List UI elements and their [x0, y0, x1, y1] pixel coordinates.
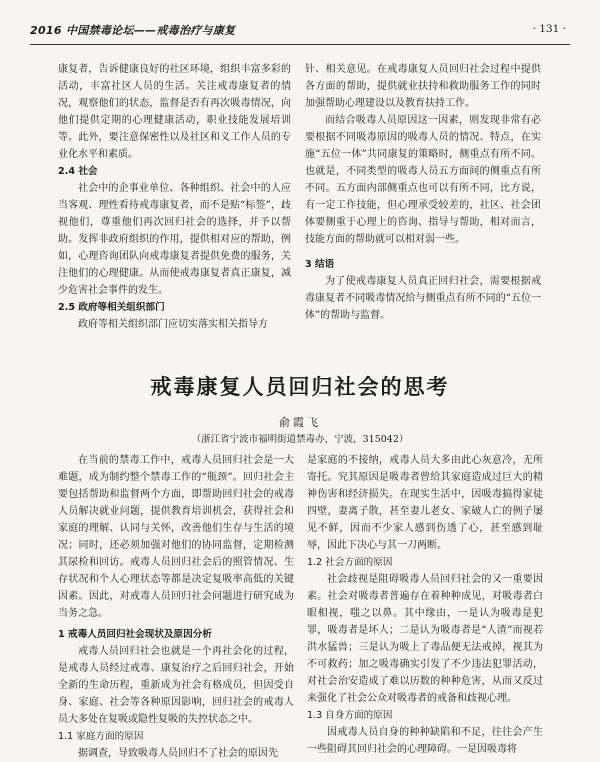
paragraph: 为了使戒毒康复人员真正回归社会，需要根据戒毒康复者不同吸毒情况给与侧重点有所不同的“五位一体”的帮助与监督。	[305, 276, 541, 321]
paragraph: 社会中的企事业单位、各种组织、社会中的人应当客观、理性看待戒毒康复者，而不是贴“标签”，歧视他们，尊重他们再次回归社会的选择，并予以帮助。发挥非政府组织的作用，提供相对应的帮助，例如，心理咨询团队向戒毒康复者提供免费的服务，关注他们的心理健康。从而使戒毒康复者真正康复，减少危害社会事件的发生。	[58, 183, 291, 296]
top-right-column	[305, 61, 541, 338]
paragraph: 因戒毒人员自身的种种缺陷和不足，往往会产生一些阻碍其回归社会的心理障碍。一是因吸毒将	[307, 727, 543, 755]
body-right-column	[307, 452, 543, 755]
section-heading: 3 结语	[305, 259, 335, 270]
paragraph: 是家庭的不接纳，戒毒人员大多由此心灰意冷，无所寄托。究其原因是吸毒者曾给其家庭造成过巨大的精神伤害和经济损失。在现实生活中，因吸毒搞得家徒四壁，妻离子散，甚至妻儿老女、家破人亡的例子屡见不鲜，因而不少家人感到伤透了心，甚至感到耻辱，因此下决心与其一刀两断。	[307, 455, 543, 551]
paragraph: 在当前的禁毒工作中，戒毒人员回归社会是一大难题，成为制约整个禁毒工作的“瓶颈”。回归社会主要包括帮助和监督两个方面，即帮助回归社会的戒毒人员解决就业问题，提供教育培训机会，获得社会和家庭的理解、认同与关怀，改善他们生存与生活的境况；同时，还必须加强对他们的协同监督，定期检测其尿检和回访。戒毒人员回归社会后的照管情况、生存状况和个人心理状态等都是决定复吸率高低的关键因素。因此，对戒毒人员回归社会问题进行研究成为当务之急。	[58, 455, 294, 619]
journal-title: 2016 中国禁毒论坛——戒毒治疗与康复	[30, 24, 236, 37]
paragraph: 据调查，导致吸毒人员回归不了社会的原因先	[78, 748, 278, 759]
paragraph: 康复者，告诉健康良好的社区环境，组织丰富多彩的活动，丰富社区人员的生活。关注戒毒康复者的情况，观察他们的状态，监督是否有再次吸毒情况，向他们提供定期的心理健康活动，职业技能发展培训等。此外，要注意保密性以及社区和义工作人员的专业化水平和素质。	[58, 64, 291, 160]
section-heading: 2.4 社会	[58, 166, 98, 177]
section-heading: 1 戒毒人员回归社会现状及原因分析	[58, 629, 212, 640]
section-heading: 2.5 政府等相关组织部门	[58, 302, 165, 313]
paragraph: 针、相关意见。在戒毒康复人员回归社会过程中提供各方面的帮助，提供就业扶持和救助服务工作的同时加强帮助心理建设以及教育扶持工作。	[305, 64, 541, 109]
subsection-heading: 1.1 家庭方面的原因	[58, 731, 144, 742]
header-rule	[30, 44, 570, 45]
subsection-heading: 1.3 自身方面的原因	[307, 710, 393, 721]
page-number: · 131 ·	[532, 23, 566, 35]
paragraph: 政府等相关组织部门应切实落实相关指导方	[78, 319, 268, 330]
article-affiliation: （浙江省宁波市福明街道禁毒办，宁波，315042）	[191, 434, 409, 445]
paragraph: 戒毒人员回归社会也就是一个再社会化的过程，是戒毒人员经过戒毒、康复治疗之后回归社会，开始全新的生命历程，重新成为社会有格成员，但因受自身、家庭、社会等各种原因影响，回归社会的戒毒人员大多处在复吸或隐性复吸的失控状态之中。	[58, 646, 294, 725]
article-title: 戒毒康复人员回归社会的思考	[150, 374, 450, 399]
subsection-heading: 1.2 社会方面的原因	[307, 557, 393, 568]
top-left-column	[58, 61, 291, 338]
body-left-column	[58, 452, 294, 759]
running-header	[30, 20, 570, 42]
article-author: 俞霞飞	[279, 416, 321, 429]
paragraph: 而结合吸毒人员原因这一因素，则发现非常有必要根据不同吸毒原因的吸毒人员的情况、特点，在实施“五位一体”共同康复的策略时，侧重点有所不同。也就是，不同类型的吸毒人员五方面间的侧重点有所不同。五方面内部侧重点也可以有所不同，比方说，有一定工作技能，但心理承受较差的，社区、社会团体要侧重于心理上的咨询、指导与帮助，相对而言，技能方面的帮助就可以相对弱一些。	[305, 115, 541, 245]
paragraph: 社会歧视是阻碍吸毒人员回归社会的又一重要因素。社会对吸毒者普遍存在着种种成见，对吸毒者白眼相视，嗤之以鼻。其中缘由，一是认为吸毒是犯罪，吸毒者是坏人；二是认为吸毒者是“人渣”而视若洪水猛兽；三是认为吸上了毒品便无法戒掉，视其为不可救药；加之吸毒确实引发了不少违法犯罪活动，对社会治安造成了难以历数的种种危害，从而又反过来强化了社会公众对吸毒者的戒备和歧视心理。	[307, 574, 543, 704]
